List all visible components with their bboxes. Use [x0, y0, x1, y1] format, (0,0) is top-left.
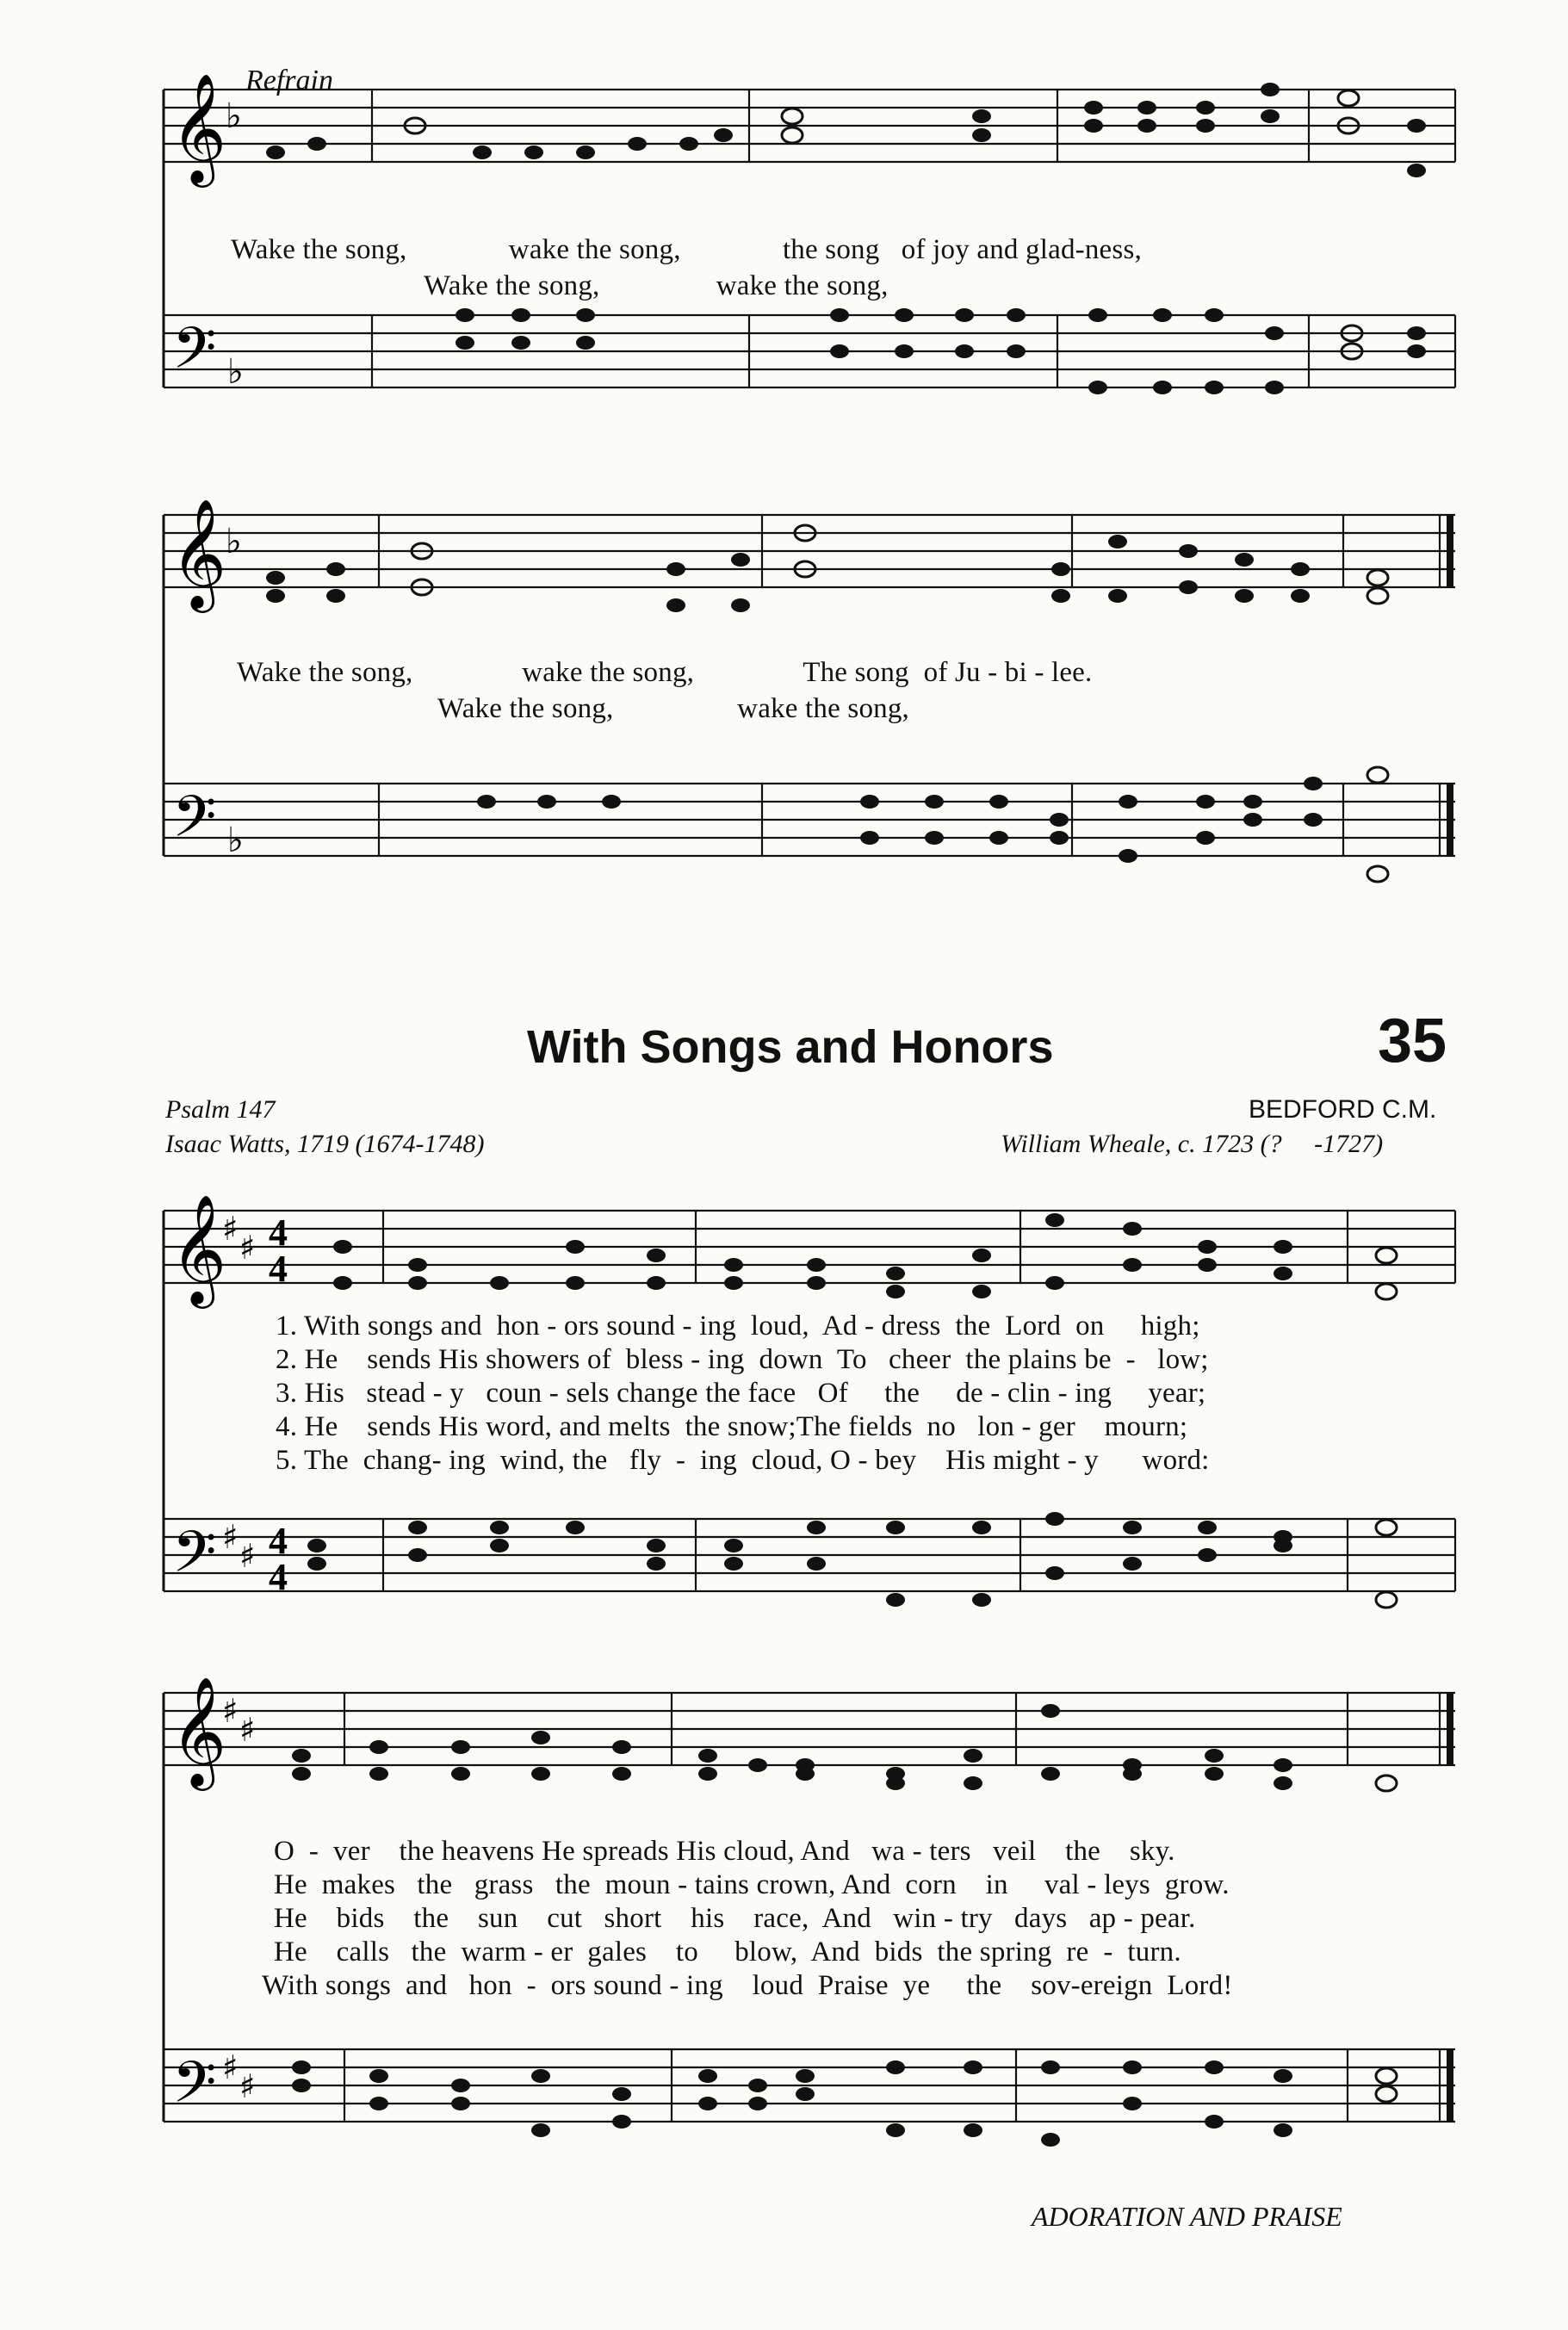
svg-text:♯: ♯: [239, 1711, 256, 1749]
svg-text:𝄞: 𝄞: [170, 72, 227, 183]
refrain-lyric-upper-1: Wake the song, wake the song, the song of joy and glad-ness,: [231, 234, 1142, 265]
verse-line-a-1: 1. With songs and hon - ors sound - ing loud, Ad - dress the Lord on high;: [276, 1311, 1200, 1342]
svg-text:𝄢: 𝄢: [172, 1519, 217, 1599]
verse-line-a-4: 4. He sends His word, and melts the snow;The fields no lon - ger mourn;: [276, 1411, 1188, 1442]
hymn-title: With Songs and Honors: [527, 1021, 1054, 1073]
verse-line-a-5: 5. The chang- ing wind, the fly - ing cloud, O - bey His might - y word:: [276, 1445, 1210, 1476]
verse-line-a-2: 2. He sends His showers of bless - ing down To cheer the plains be - low;: [276, 1344, 1209, 1375]
svg-text:𝄢: 𝄢: [172, 784, 217, 864]
verse-line-b-5: With songs and hon - ors sound - ing loud Praise ye the sov-ereign Lord!: [262, 1970, 1233, 2001]
svg-text:4: 4: [269, 1520, 288, 1562]
svg-text:♯: ♯: [239, 2067, 256, 2105]
verse-line-b-3: He bids the sun cut short his race, And win - try days ap - pear.: [274, 1903, 1196, 1934]
refrain-label: Refrain: [245, 65, 333, 96]
svg-text:♭: ♭: [226, 522, 242, 561]
hymn-tune: BEDFORD C.M.: [1249, 1095, 1437, 1124]
hymn-number: 35: [1378, 1007, 1447, 1075]
verse-line-a-3: 3. His stead - y coun - sels change the face Of the de - clin - ing year;: [276, 1378, 1206, 1409]
svg-text:♭: ♭: [227, 352, 244, 392]
svg-text:♯: ♯: [222, 2048, 239, 2086]
svg-text:♭: ♭: [227, 821, 244, 860]
hymn-source: Psalm 147: [165, 1095, 276, 1124]
svg-text:♯: ♯: [222, 1692, 239, 1730]
hymn-author: Isaac Watts, 1719 (1674-1748): [165, 1130, 485, 1158]
refrain-lyric-upper-2: Wake the song, wake the song, The song of Ju - bi - lee.: [237, 657, 1093, 688]
svg-text:𝄞: 𝄞: [170, 1193, 227, 1304]
verse-line-b-1: O - ver the heavens He spreads His cloud, And wa - ters veil the sky.: [274, 1836, 1175, 1867]
svg-text:♯: ♯: [239, 1537, 256, 1575]
svg-text:♯: ♯: [239, 1229, 256, 1267]
svg-text:𝄢: 𝄢: [172, 2049, 217, 2129]
svg-text:♯: ♯: [222, 1518, 239, 1556]
svg-text:𝄞: 𝄞: [170, 1676, 227, 1786]
svg-text:𝄢: 𝄢: [172, 315, 217, 395]
verse-line-b-2: He makes the grass the moun - tains crown, And corn in val - leys grow.: [274, 1869, 1230, 1900]
refrain-lyric-lower-1: Wake the song, wake the song,: [424, 270, 889, 301]
svg-text:4: 4: [269, 1556, 288, 1598]
verse-line-b-4: He calls the warm - er gales to blow, And bids the spring re - turn.: [274, 1937, 1181, 1967]
refrain-lyric-lower-2: Wake the song, wake the song,: [437, 693, 909, 724]
svg-text:𝄞: 𝄞: [170, 498, 227, 608]
svg-text:4: 4: [269, 1248, 288, 1290]
svg-text:♯: ♯: [222, 1210, 239, 1248]
svg-text:♭: ♭: [226, 96, 242, 136]
hymn-composer: William Wheale, c. 1723 (? -1727): [1001, 1130, 1384, 1158]
svg-text:4: 4: [269, 1211, 288, 1254]
page-footer-category: ADORATION AND PRAISE: [1032, 2201, 1342, 2232]
